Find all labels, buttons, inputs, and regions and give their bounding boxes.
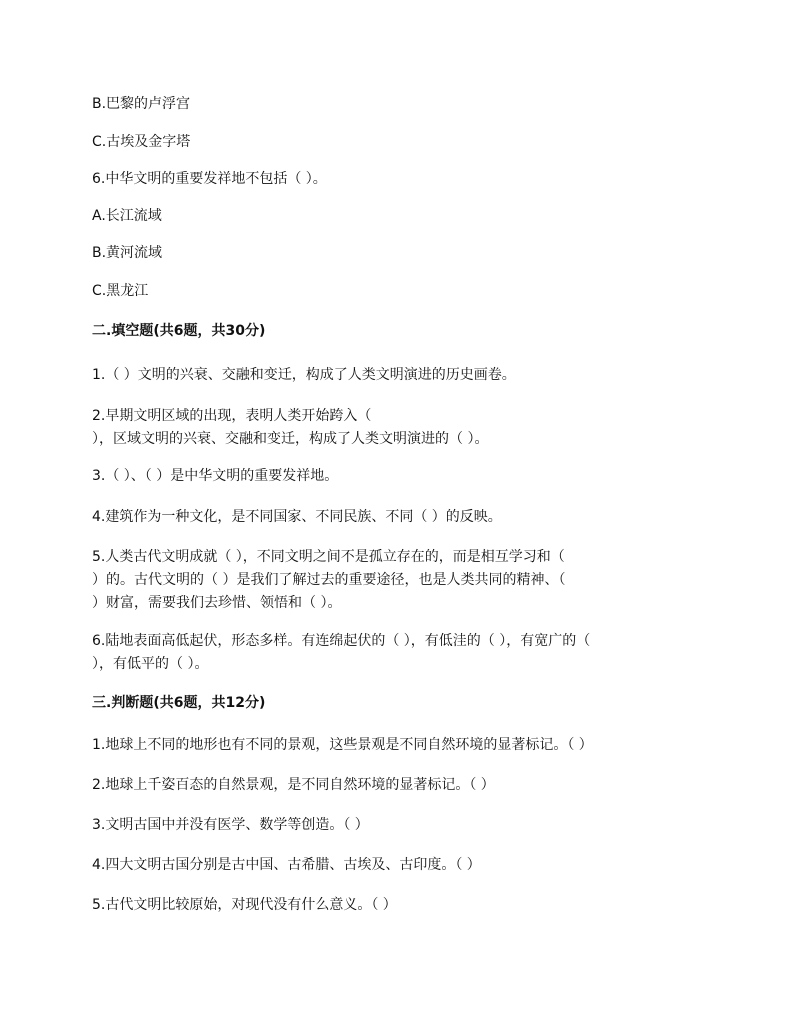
option-b-louvre: B.巴黎的卢浮宫 (92, 96, 191, 112)
judge-question-2: 2.地球上千姿百态的自然景观，是不同自然环境的显著标记。（ ） (92, 777, 495, 793)
section-3-heading: 三.判断题(共6题，共12分) (92, 695, 266, 711)
fill-question-4: 4.建筑作为一种文化，是不同国家、不同民族、不同（ ）的反映。 (92, 509, 502, 525)
judge-question-5: 5.古代文明比较原始，对现代没有什么意义。（ ） (92, 897, 397, 913)
judge-question-1: 1.地球上不同的地形也有不同的景观，这些景观是不同自然环境的显著标记。（ ） (92, 737, 593, 753)
judge-question-3: 3.文明古国中并没有医学、数学等创造。（ ） (92, 817, 369, 833)
fill-question-5-line-1: 5.人类古代文明成就（ ），不同文明之间不是孤立存在的，而是相互学习和（ (92, 549, 565, 565)
option-b-yellow-river: B.黄河流域 (92, 245, 163, 261)
option-a-yangtze: A.长江流域 (92, 208, 162, 224)
option-c-heilongjiang: C.黑龙江 (92, 283, 149, 299)
fill-question-6-line-1: 6.陆地表面高低起伏，形态多样。有连绵起伏的（ ），有低洼的（ ），有宽广的（ (92, 633, 591, 649)
option-c-pyramids: C.古埃及金字塔 (92, 134, 191, 150)
section-2-heading: 二.填空题(共6题，共30分) (92, 323, 266, 339)
fill-question-1: 1.（ ）文明的兴衰、交融和变迁，构成了人类文明演进的历史画卷。 (92, 367, 516, 383)
fill-question-2-line-2: ），区域文明的兴衰、交融和变迁，构成了人类文明演进的（ ）。 (92, 431, 489, 447)
fill-question-3: 3.（ ）、（ ）是中华文明的重要发祥地。 (92, 468, 339, 484)
fill-question-5-line-3: ）财富，需要我们去珍惜、领悟和（ ）。 (92, 595, 342, 611)
fill-question-5-line-2: ）的。古代文明的（ ）是我们了解过去的重要途径，也是人类共同的精神、（ (92, 572, 566, 588)
fill-question-2 (92, 405, 734, 451)
question-6: 6.中华文明的重要发祥地不包括（ ）。 (92, 171, 327, 187)
fill-question-2-line-1: 2.早期文明区域的出现，表明人类开始跨入（ (92, 408, 372, 424)
fill-question-6-line-2: ），有低平的（ ）。 (92, 656, 209, 672)
judge-question-4: 4.四大文明古国分别是古中国、古希腊、古埃及、古印度。（ ） (92, 857, 481, 873)
fill-question-6 (92, 630, 734, 676)
fill-question-5 (92, 546, 734, 615)
